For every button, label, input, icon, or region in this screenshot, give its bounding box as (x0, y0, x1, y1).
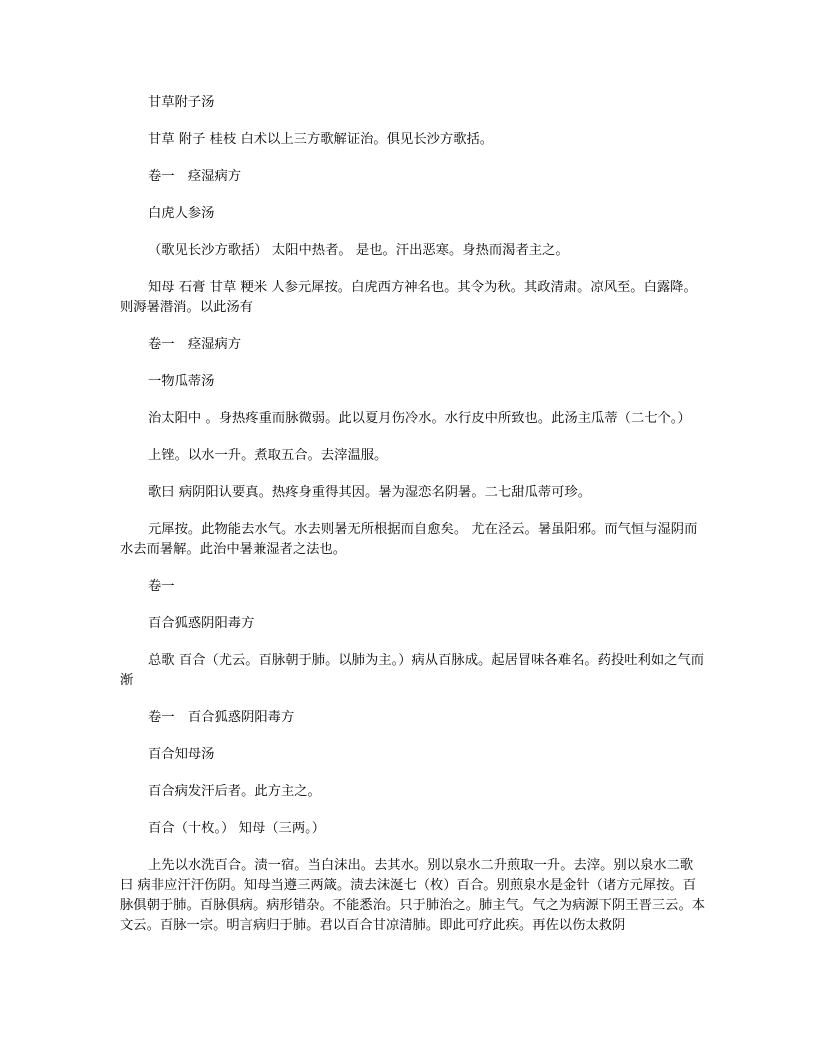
formula-ingredients: 知母 石膏 甘草 粳米 人参元犀按。白虎西方神名也。其令为秋。其政清肃。凉风至。白露降。则溽暑潜消。以此汤有 (120, 280, 697, 315)
commentary-text: 元犀按。此物能去水气。水去则暑无所根据而自愈矣。 尤在泾云。暑虽阳邪。而气恒与湿阴而水去而暑解。此治中暑兼湿者之法也。 (120, 522, 698, 557)
section-heading: 卷一 痉湿病方 (148, 337, 242, 352)
formula-indication: 治太阳中 。身热疼重而脉微弱。此以夏月伤冷水。水行皮中所致也。此汤主瓜蒂（二七个。） (148, 411, 691, 426)
formula-ingredients: 甘草 附子 桂枝 白术以上三方歌解证治。俱见长沙方歌括。 (148, 132, 494, 147)
formula-indication: 百合病发汗后者。此方主之。 (148, 784, 321, 799)
section-heading: 卷一 痉湿病方 (148, 169, 242, 184)
song-verse: 歌曰 病阴阳认要真。热疼身重得其因。暑为湿恋名阴暑。二七甜瓜蒂可珍。 (148, 485, 592, 500)
formula-indication: （歌见长沙方歌括） 太阳中热者。 是也。汗出恶寒。身热而渴者主之。 (148, 243, 569, 258)
formula-ingredients: 百合（十枚。） 知母（三两。） (148, 821, 326, 836)
formula-title: 白虎人参汤 (148, 206, 215, 221)
commentary-text: 上先以水洗百合。渍一宿。当白沫出。去其水。别以泉水二升煎取一升。去滓。别以泉水二歌曰 病非应汗汗伤阴。知母当遵三两箴。渍去沫涎七（枚）百合。别煎泉水是金针（诸方元犀按。百脉俱朝于肺。百脉俱病。病形错杂。不能悉治。只于肺治之。肺主气。气之为病源下阴王晋三云。本文云。百脉一宗。明言病归于肺。君以百合甘凉清肺。即此可疗此疾。再佐以伤太救阴 (120, 858, 706, 933)
song-verse: 总歌 百合（尤云。百脉朝于肺。以肺为主。）病从百脉成。起居冒味各难名。药投吐利如之气而渐 (120, 653, 705, 688)
formula-title: 甘草附子汤 (148, 95, 215, 110)
formula-title: 一物瓜蒂汤 (148, 374, 215, 389)
preparation-text: 上锉。以水一升。煮取五合。去滓温服。 (148, 448, 388, 463)
section-heading: 卷一 (148, 579, 175, 594)
formula-title: 百合知母汤 (148, 747, 215, 762)
chapter-title: 百合狐惑阴阳毒方 (148, 616, 255, 631)
section-heading: 卷一 百合狐惑阴阳毒方 (148, 710, 295, 725)
